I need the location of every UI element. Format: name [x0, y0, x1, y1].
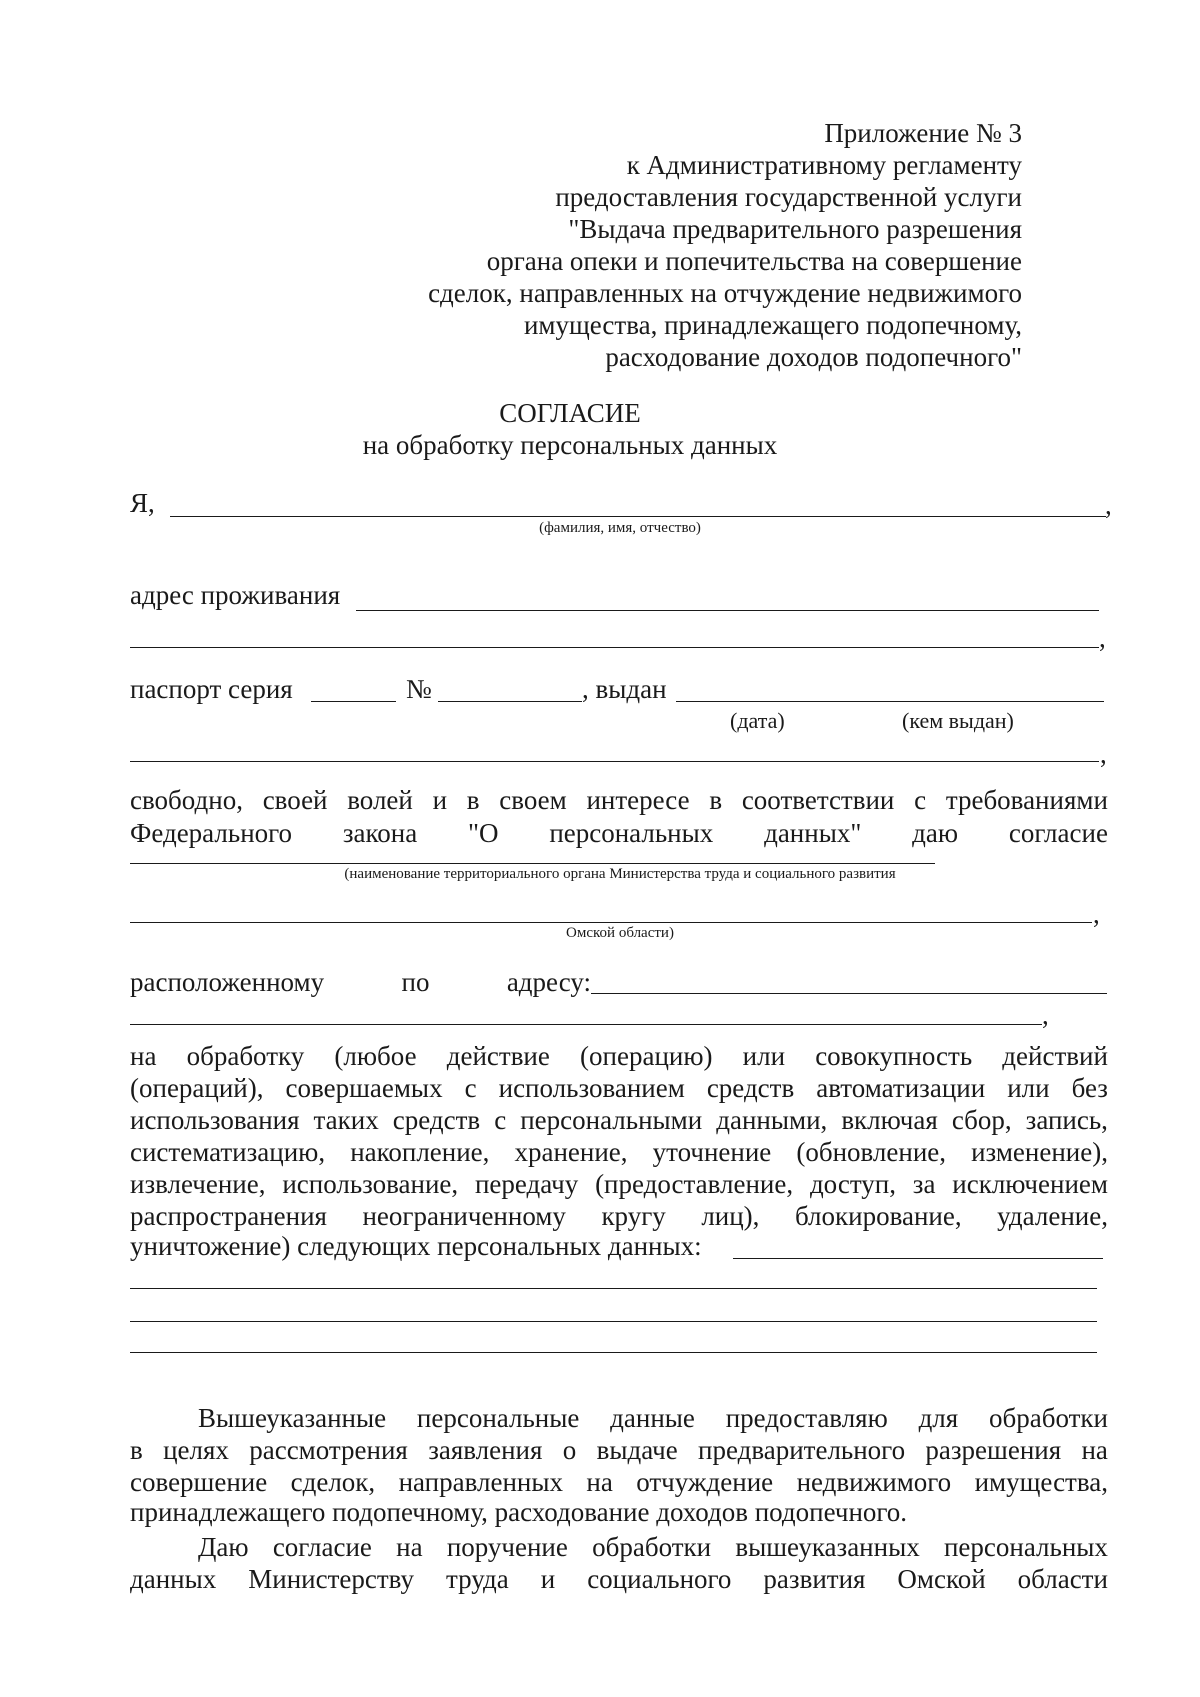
- located-at-word: расположенному: [130, 967, 325, 997]
- consent-line-1-word: и: [432, 785, 448, 815]
- document-subtitle: на обработку персональных данных: [362, 430, 778, 460]
- processing-word: включая: [841, 1105, 938, 1135]
- processing-word: с: [464, 1073, 477, 1103]
- delegation-word: области: [1017, 1564, 1108, 1594]
- address-field-line-1[interactable]: [356, 610, 1099, 611]
- processing-word: автоматизации: [816, 1073, 986, 1103]
- organ-caption-1: (наименование территориального органа Министерства труда и социального развития: [344, 866, 896, 882]
- purpose-word: в: [130, 1435, 143, 1465]
- purpose-word: совершение: [130, 1467, 268, 1497]
- consent-line-1-word: интересе: [586, 785, 690, 815]
- fio-caption: (фамилия, имя, отчество): [539, 520, 701, 536]
- processing-word: средств: [392, 1105, 481, 1135]
- consent-line-1-word: волей: [347, 785, 413, 815]
- header-line-7: имущества, принадлежащего подопечному,: [523, 310, 1022, 340]
- issued-field-line-1[interactable]: [676, 701, 1104, 702]
- processing-word: совокупность: [815, 1041, 973, 1071]
- organ-field-line-2[interactable]: [130, 922, 1092, 923]
- processing-word: или: [742, 1041, 786, 1071]
- processing-word: (обновление,: [796, 1137, 947, 1167]
- processing-word: (предоставление,: [595, 1169, 794, 1199]
- processing-word: (операций),: [130, 1073, 264, 1103]
- processing-word: или: [1007, 1073, 1050, 1103]
- personal-data-field-line-3[interactable]: [130, 1321, 1097, 1322]
- document-title: СОГЛАСИЕ: [499, 398, 641, 428]
- processing-word: совершаемых: [285, 1073, 443, 1103]
- organ-field-line-1[interactable]: [130, 863, 935, 864]
- consent-line-2-word: закона: [342, 818, 418, 848]
- consent-line-1-word: с: [914, 785, 927, 815]
- fio-field-line[interactable]: [170, 516, 1106, 517]
- personal-data-field-line-4[interactable]: [130, 1352, 1097, 1353]
- purpose-line: [130, 1467, 1108, 1498]
- issued-comma: ,: [1100, 739, 1107, 769]
- header-line-4: "Выдача предварительного разрешения: [568, 214, 1022, 244]
- purpose-word: целях: [163, 1435, 229, 1465]
- purpose-word: о: [562, 1435, 577, 1465]
- processing-word: изменение),: [971, 1137, 1108, 1167]
- located-at-word: по: [401, 967, 430, 997]
- consent-line-1-word: в: [709, 785, 723, 815]
- delegation-word: персональных: [943, 1532, 1108, 1562]
- issued-label: , выдан: [582, 674, 667, 704]
- processing-word: без: [1071, 1073, 1108, 1103]
- delegation-word: Омской: [897, 1564, 986, 1594]
- purpose-word: разрешения: [925, 1435, 1062, 1465]
- purpose-word: рассмотрения: [249, 1435, 408, 1465]
- header-line-3: предоставления государственной услуги: [555, 182, 1022, 212]
- processing-word: сбор,: [951, 1105, 1012, 1135]
- purpose-word: недвижимого: [796, 1467, 952, 1497]
- processing-word: использование,: [282, 1169, 459, 1199]
- processing-line: [130, 1201, 1108, 1232]
- address-field-line-2[interactable]: [130, 647, 1099, 648]
- purpose-word: сделок,: [290, 1467, 376, 1497]
- purpose-word: направленных: [398, 1467, 563, 1497]
- processing-word: распространения: [130, 1201, 327, 1231]
- personal-data-field-line-2[interactable]: [130, 1288, 1097, 1289]
- purpose-word: обработки: [989, 1403, 1108, 1433]
- consent-line-2-word: персональных: [549, 818, 714, 848]
- processing-word: средств: [706, 1073, 795, 1103]
- header-line-1: Приложение № 3: [824, 118, 1022, 148]
- consent-line-2-word: Федерального: [130, 818, 293, 848]
- processing-line: [130, 1073, 1108, 1104]
- purpose-word: данные: [610, 1403, 695, 1433]
- header-line-2: к Административному регламенту: [626, 150, 1022, 180]
- purpose-word: заявления: [428, 1435, 543, 1465]
- delegation-word: обработки: [592, 1532, 712, 1562]
- processing-word: исключением: [952, 1169, 1108, 1199]
- consent-line-1-word: требованиями: [945, 785, 1108, 815]
- consent-line-2-word: даю: [912, 818, 959, 848]
- passport-series-field[interactable]: [311, 701, 396, 702]
- processing-word: данными,: [716, 1105, 828, 1135]
- delegation-word: Министерству: [248, 1564, 414, 1594]
- processing-word: передачу: [474, 1169, 579, 1199]
- located-at-word: адресу:: [506, 967, 591, 997]
- processing-word: обработку: [186, 1041, 305, 1071]
- processing-word: блокирование,: [794, 1201, 962, 1231]
- issued-by-caption: (кем выдан): [902, 708, 1014, 733]
- address-label: адрес проживания: [130, 580, 341, 610]
- purpose-line: [130, 1435, 1108, 1466]
- location-field-line-1[interactable]: [591, 993, 1107, 994]
- purpose-word: отчуждение: [636, 1467, 774, 1497]
- processing-word: использованием: [498, 1073, 685, 1103]
- issued-field-line-2[interactable]: [130, 761, 1099, 762]
- processing-word: (операцию): [580, 1041, 713, 1071]
- consent-line-1-word: свободно,: [130, 785, 243, 815]
- consent-line-1-word: соответствии: [741, 785, 895, 815]
- processing-word: неограниченному: [362, 1201, 566, 1231]
- purpose-word: персональные: [416, 1403, 580, 1433]
- header-line-6: сделок, направленных на отчуждение недвижимого: [428, 278, 1022, 308]
- header-line-5: органа опеки и попечительства на совершение: [486, 246, 1022, 276]
- purpose-word: Вышеуказанные: [198, 1403, 387, 1433]
- processing-word: хранение,: [514, 1137, 628, 1167]
- delegation-word: социального: [587, 1564, 732, 1594]
- processing-word: кругу: [601, 1201, 666, 1231]
- processing-word: извлечение,: [130, 1169, 266, 1199]
- processing-word: накопление,: [350, 1137, 490, 1167]
- address-comma: ,: [1099, 623, 1106, 653]
- consent-line-1: [130, 785, 1108, 816]
- delegation-word: поручение: [446, 1532, 568, 1562]
- processing-last-line: уничтожение) следующих персональных данных:: [130, 1231, 702, 1261]
- delegation-word: и: [540, 1564, 556, 1594]
- delegation-word: на: [396, 1532, 423, 1562]
- consent-line-1-word: своей: [262, 785, 328, 815]
- purpose-last-line: принадлежащего подопечному, расходование доходов подопечного.: [130, 1497, 908, 1527]
- location-field-line-2[interactable]: [130, 1024, 1042, 1025]
- consent-line-1-word: своем: [499, 785, 567, 815]
- delegation-word: данных: [130, 1564, 217, 1594]
- purpose-word: для: [918, 1403, 959, 1433]
- processing-word: удаление,: [997, 1201, 1108, 1231]
- location-comma: ,: [1042, 1000, 1049, 1030]
- purpose-word: предоставляю: [725, 1403, 888, 1433]
- processing-word: доступ,: [809, 1169, 896, 1199]
- processing-word: с: [494, 1105, 507, 1135]
- processing-word: на: [130, 1041, 157, 1071]
- processing-word: использования: [130, 1105, 300, 1135]
- processing-word: систематизацию,: [130, 1137, 326, 1167]
- purpose-line: [198, 1403, 1108, 1434]
- passport-number-sign: №: [406, 674, 432, 704]
- delegation-word: Даю: [198, 1532, 249, 1562]
- consent-line-2-word: "О: [467, 818, 499, 848]
- purpose-word: на: [586, 1467, 613, 1497]
- processing-word: лиц),: [701, 1201, 760, 1231]
- processing-line: [130, 1041, 1108, 1072]
- organ-comma: ,: [1093, 899, 1100, 929]
- consent-line-2-word: данных": [764, 818, 862, 848]
- processing-word: (любое: [334, 1041, 417, 1071]
- purpose-word: выдаче: [596, 1435, 678, 1465]
- consent-line-2-word: согласие: [1008, 818, 1108, 848]
- processing-line: [130, 1169, 1108, 1200]
- delegation-line: [130, 1564, 1108, 1595]
- header-line-8: расходование доходов подопечного": [605, 342, 1022, 372]
- processing-word: запись,: [1025, 1105, 1108, 1135]
- i-label: Я,: [130, 488, 155, 518]
- fio-comma: ,: [1105, 490, 1112, 520]
- located-at-line: [130, 967, 591, 998]
- passport-number-field[interactable]: [438, 701, 582, 702]
- processing-word: таких: [313, 1105, 379, 1135]
- delegation-word: согласие: [272, 1532, 372, 1562]
- processing-line: [130, 1105, 1108, 1136]
- purpose-word: имущества,: [974, 1467, 1108, 1497]
- date-caption: (дата): [730, 708, 785, 733]
- delegation-line: [198, 1532, 1108, 1563]
- personal-data-field-line-1[interactable]: [733, 1258, 1103, 1259]
- delegation-word: развития: [763, 1564, 866, 1594]
- purpose-word: на: [1081, 1435, 1108, 1465]
- consent-line-1-word: в: [466, 785, 480, 815]
- consent-line-2: [130, 818, 1108, 849]
- delegation-word: труда: [445, 1564, 509, 1594]
- delegation-word: вышеуказанных: [735, 1532, 920, 1562]
- processing-word: действий: [1002, 1041, 1108, 1071]
- organ-caption-2: Омской области): [566, 925, 674, 941]
- processing-word: уточнение: [652, 1137, 772, 1167]
- processing-word: действие: [446, 1041, 550, 1071]
- passport-series-label: паспорт серия: [130, 674, 293, 704]
- processing-word: за: [912, 1169, 936, 1199]
- purpose-word: предварительного: [698, 1435, 906, 1465]
- processing-line: [130, 1137, 1108, 1168]
- processing-word: персональными: [520, 1105, 703, 1135]
